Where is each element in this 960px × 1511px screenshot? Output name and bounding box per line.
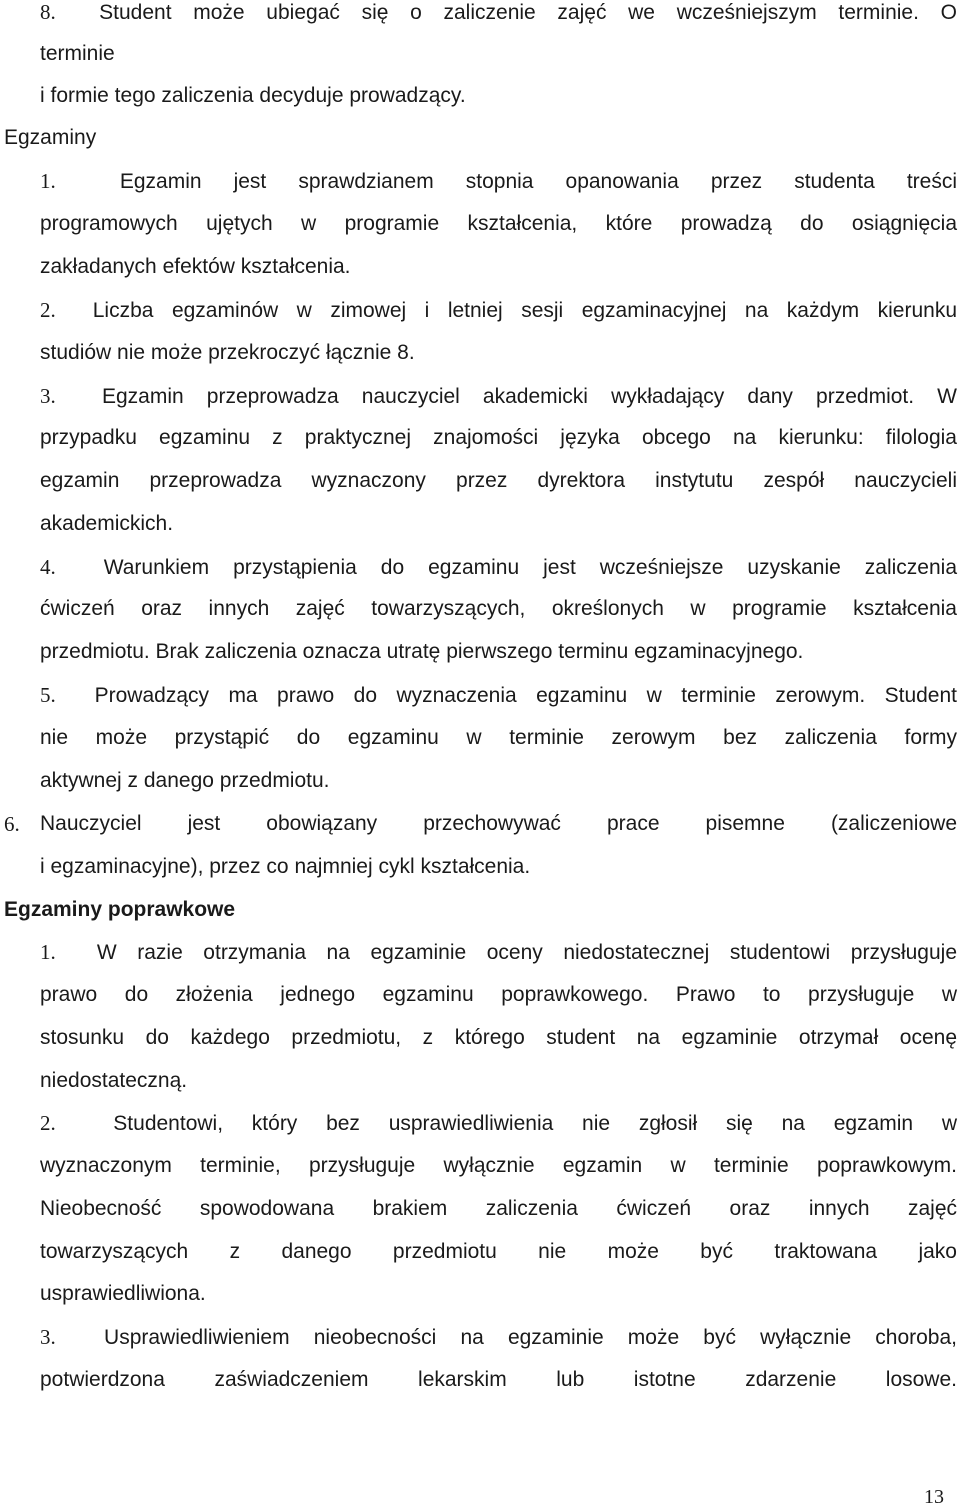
paragraph-line: usprawiedliwiona. bbox=[40, 1282, 206, 1305]
paragraph-line: wyznaczonym terminie, przysługuje wyłącznie egzamin w terminie poprawkowym. bbox=[40, 1154, 957, 1177]
paragraph-line bbox=[40, 1108, 957, 1138]
paragraph-line bbox=[40, 381, 957, 411]
paragraph-line: nie może przystąpić do egzaminu w terminie zerowym bez zaliczenia formy bbox=[40, 726, 957, 749]
paragraph-line: przedmiotu. Brak zaliczenia oznacza utratę pierwszego terminu egzaminacyjnego. bbox=[40, 640, 804, 663]
line-text: Studentowi, który bez usprawiedliwienia nie zgłosił się na egzamin w bbox=[113, 1112, 958, 1135]
list-number: 1. bbox=[40, 169, 56, 193]
section-heading-egzaminy: Egzaminy bbox=[4, 126, 97, 149]
paragraph-line: i formie tego zaliczenia decyduje prowadzący. bbox=[40, 84, 466, 107]
paragraph-line: przypadku egzaminu z praktycznej znajomości języka obcego na kierunku: filologia bbox=[40, 426, 957, 449]
list-number: 1. bbox=[40, 940, 56, 964]
line-text: Prowadzący ma prawo do wyznaczenia egzaminu w terminie zerowym. Student bbox=[94, 684, 958, 707]
line-text: Warunkiem przystąpienia do egzaminu jest wcześniejsze uzyskanie zaliczenia bbox=[103, 556, 957, 579]
paragraph-line bbox=[40, 937, 957, 967]
paragraph-line: egzamin przeprowadza wyznaczony przez dyrektora instytutu zespół nauczycieli bbox=[40, 469, 957, 492]
paragraph-line bbox=[40, 166, 957, 196]
line-text: Student może ubiegać się o zaliczenie zajęć we wcześniejszym terminie. O bbox=[99, 1, 957, 24]
paragraph-line: akademickich. bbox=[40, 512, 174, 535]
paragraph-line: programowych ujętych w programie kształcenia, które prowadzą do osiągnięcia bbox=[40, 212, 957, 235]
paragraph-line bbox=[40, 295, 957, 325]
paragraph-line: Nieobecność spowodowana brakiem zaliczenia ćwiczeń oraz innych zajęć bbox=[40, 1197, 957, 1220]
paragraph-line: ćwiczeń oraz innych zajęć towarzyszących, określonych w programie kształcenia bbox=[40, 597, 957, 620]
paragraph-line bbox=[40, 680, 957, 710]
paragraph-line: studiów nie może przekroczyć łącznie 8. bbox=[40, 341, 415, 364]
paragraph-line: Nauczyciel jest obowiązany przechowywać prace pisemne (zaliczeniowe bbox=[40, 812, 957, 835]
list-number: 4. bbox=[40, 555, 56, 579]
paragraph-line bbox=[40, 0, 957, 27]
paragraph-line: towarzyszących z danego przedmiotu nie może być traktowana jako bbox=[40, 1240, 957, 1263]
list-number: 3. bbox=[40, 384, 56, 408]
paragraph-line: terminie bbox=[40, 42, 115, 65]
paragraph-line bbox=[40, 1322, 957, 1352]
list-number: 2. bbox=[40, 1111, 56, 1135]
list-number: 2. bbox=[40, 298, 56, 322]
line-text: W razie otrzymania na egzaminie oceny niedostatecznej studentowi przysługuje bbox=[96, 941, 957, 964]
line-text: Usprawiedliwieniem nieobecności na egzaminie może być wyłącznie choroba, bbox=[104, 1326, 958, 1349]
list-number: 6. bbox=[4, 812, 20, 836]
paragraph-line: i egzaminacyjne), przez co najmniej cykl kształcenia. bbox=[40, 855, 531, 878]
paragraph-line: zakładanych efektów kształcenia. bbox=[40, 255, 351, 278]
list-number: 8. bbox=[40, 0, 56, 24]
paragraph-line: niedostateczną. bbox=[40, 1069, 188, 1092]
paragraph-line: aktywnej z danego przedmiotu. bbox=[40, 769, 330, 792]
line-text: Egzamin przeprowadza nauczyciel akademicki wykładający dany przedmiot. W bbox=[101, 385, 958, 408]
list-number: 5. bbox=[40, 683, 56, 707]
paragraph-line: potwierdzona zaświadczeniem lekarskim lub istotne zdarzenie losowe. bbox=[40, 1368, 957, 1391]
page-number: 13 bbox=[924, 1486, 944, 1508]
line-text: Egzamin jest sprawdzianem stopnia opanowania przez studenta treści bbox=[119, 170, 958, 193]
paragraph-line: stosunku do każdego przedmiotu, z którego student na egzaminie otrzymał ocenę bbox=[40, 1026, 957, 1049]
list-number: 3. bbox=[40, 1325, 56, 1349]
paragraph-line bbox=[40, 552, 957, 582]
paragraph-line: prawo do złożenia jednego egzaminu poprawkowego. Prawo to przysługuje w bbox=[40, 983, 957, 1006]
section-heading-egzaminy-poprawkowe: Egzaminy poprawkowe bbox=[4, 898, 236, 921]
line-text: Liczba egzaminów w zimowej i letniej sesji egzaminacyjnej na każdym kierunku bbox=[92, 299, 958, 322]
